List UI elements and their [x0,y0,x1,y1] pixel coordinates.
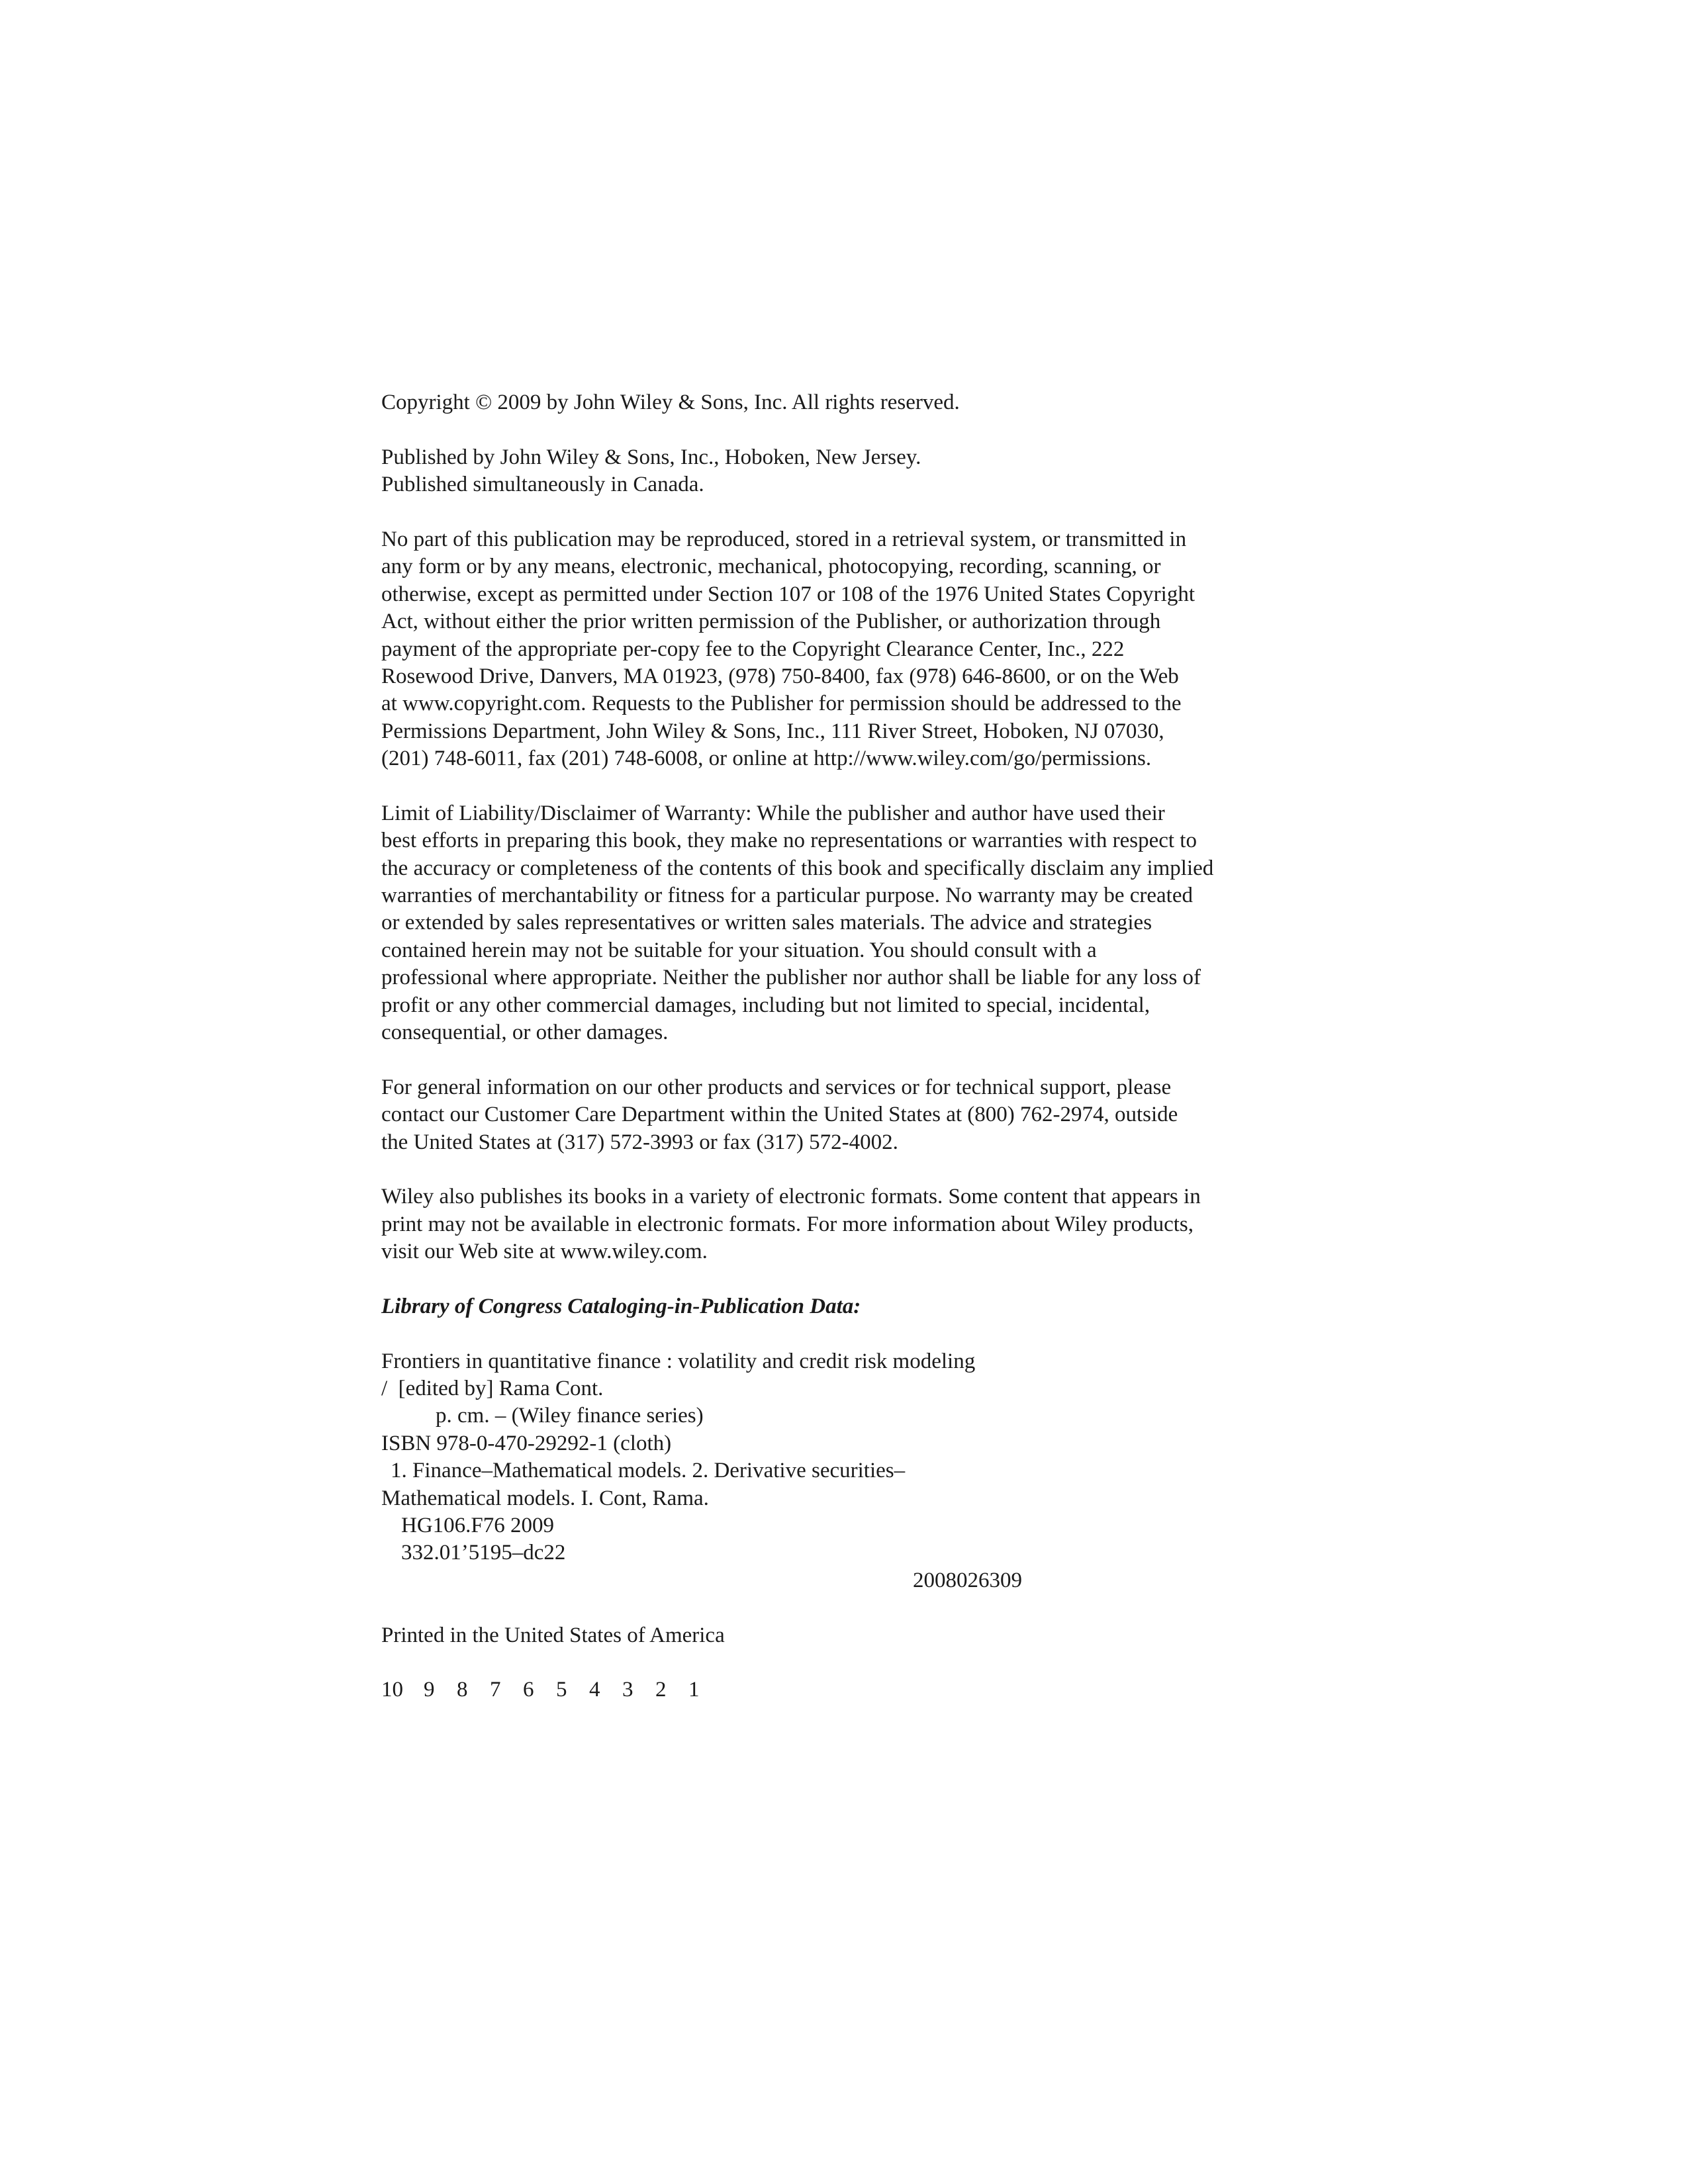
print-sequence-number: 1 [688,1678,700,1702]
print-sequence-number: 5 [556,1678,567,1702]
cataloging-pcm-line: p. cm. – (Wiley finance series) [436,1404,704,1428]
spacer [381,1046,1335,1073]
support-line: contact our Customer Care Department within the United States at (800) 762-2974, outside [381,1103,1178,1127]
copyright-text-block [381,389,1335,1704]
rights-paragraph [381,526,1335,773]
cataloging-block [381,1293,1335,1594]
liability-line: the accuracy or completeness of the contents of this book and specifically disclaim any implied [381,856,1214,880]
print-sequence-number: 2 [655,1678,667,1702]
liability-line: contained herein may not be suitable for your situation. You should consult with a [381,938,1097,962]
published-block [381,444,1335,499]
liability-line: Limit of Liability/Disclaimer of Warranty: While the publisher and author have used their [381,801,1165,825]
electronic-line: visit our Web site at www.wiley.com. [381,1240,708,1264]
cataloging-dewey-line: 332.01’5195–dc22 [401,1541,566,1565]
liability-line: best efforts in preparing this book, they make no representations or warranties with respect to [381,829,1197,853]
print-sequence-number: 9 [424,1678,435,1702]
rights-line: Act, without either the prior written permission of the Publisher, or authorization through [381,610,1161,634]
cataloging-heading: Library of Congress Cataloging-in-Publication Data: [381,1294,861,1318]
electronic-line: Wiley also publishes its books in a variety of electronic formats. Some content that appears in [381,1185,1201,1209]
published-line: Published simultaneously in Canada. [381,473,704,497]
print-sequence-number: 10 [381,1678,403,1702]
copyright-line: Copyright © 2009 by John Wiley & Sons, Inc. All rights reserved. [381,390,960,414]
cataloging-subjects-line: Mathematical models. I. Cont, Rama. [381,1486,709,1510]
spacer [381,1156,1335,1183]
print-sequence [381,1676,1335,1704]
liability-line: warranties of merchantability or fitness for a particular purpose. No warranty may be created [381,884,1193,908]
liability-line: profit or any other commercial damages, including but not limited to special, incidental, [381,993,1150,1017]
rights-line: otherwise, except as permitted under Section 107 or 108 of the 1976 United States Copyright [381,582,1195,606]
print-sequence-number: 7 [490,1678,501,1702]
electronic-line: print may not be available in electronic formats. For more information about Wiley products, [381,1212,1194,1236]
rights-line: at www.copyright.com. Requests to the Publisher for permission should be addressed to the [381,692,1182,716]
spacer [381,1649,1335,1676]
cataloging-isbn-line: ISBN 978-0-470-29292-1 (cloth) [381,1431,672,1455]
rights-line: Rosewood Drive, Danvers, MA 01923, (978) 750-8400, fax (978) 646-8600, or on the Web [381,664,1179,688]
printed-line: Printed in the United States of America [381,1623,725,1647]
cataloging-editor-line: / [edited by] Rama Cont. [381,1377,604,1401]
rights-line: (201) 748-6011, fax (201) 748-6008, or online at http://www.wiley.com/go/permissions. [381,747,1152,771]
electronic-formats-paragraph [381,1183,1335,1265]
support-line: For general information on our other products and services or for technical support, please [381,1075,1172,1099]
print-sequence-number: 3 [622,1678,633,1702]
print-sequence-number: 8 [457,1678,468,1702]
rights-line: No part of this publication may be reproduced, stored in a retrieval system, or transmitted in [381,527,1187,551]
rights-line: Permissions Department, John Wiley & Sons, Inc., 111 River Street, Hoboken, NJ 07030, [381,719,1164,743]
cataloging-subjects-line: 1. Finance–Mathematical models. 2. Derivative securities– [391,1459,906,1483]
cataloging-record-number: 2008026309 [913,1568,1022,1592]
spacer [381,499,1335,526]
spacer [381,416,1335,443]
support-paragraph [381,1074,1335,1156]
spacer [381,1266,1335,1293]
published-line: Published by John Wiley & Sons, Inc., Hoboken, New Jersey. [381,445,921,469]
liability-line: or extended by sales representatives or written sales materials. The advice and strategies [381,911,1152,935]
rights-line: any form or by any means, electronic, mechanical, photocopying, recording, scanning, or [381,555,1161,579]
print-sequence-number: 4 [589,1678,600,1702]
spacer [381,1594,1335,1621]
liability-line: consequential, or other damages. [381,1020,669,1044]
liability-paragraph [381,800,1335,1047]
cataloging-lcc-line: HG106.F76 2009 [401,1514,555,1538]
rights-line: payment of the appropriate per-copy fee to the Copyright Clearance Center, Inc., 222 [381,637,1125,661]
cataloging-title-line: Frontiers in quantitative finance : volatility and credit risk modeling [381,1349,976,1373]
spacer [381,772,1335,799]
spacer [381,1320,1335,1347]
support-line: the United States at (317) 572-3993 or fax (317) 572-4002. [381,1130,898,1154]
liability-line: professional where appropriate. Neither the publisher nor author shall be liable for any loss of [381,966,1201,990]
print-sequence-number: 6 [523,1678,534,1702]
